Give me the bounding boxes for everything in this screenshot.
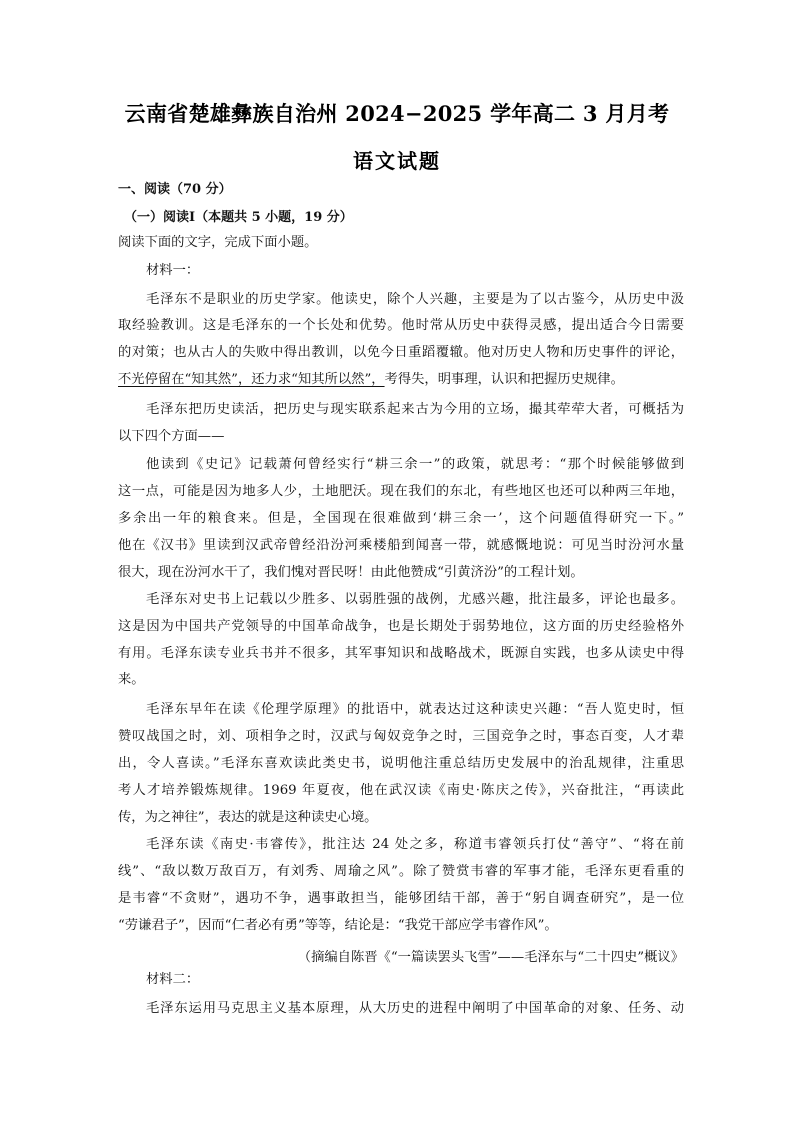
material1-label: 材料一： (146, 263, 200, 278)
paragraph-line: 多余出一年的粮食来。但是，全国现在很难做到‘耕三余一’，这个问题值得研究一下。” (118, 511, 684, 526)
paragraph-line: 很大，现在汾河水干了，我们愧对晋民呀！由此他赞成“引黄济汾”的工程计划。 (118, 565, 584, 580)
paragraph-line: 以下四个方面—— (118, 429, 225, 444)
paragraph-line-tail: 考得失，明事理，认识和把握历史规律。 (384, 372, 624, 387)
paragraph-line: 这一点，可能是因为地多人少，土地肥沃。现在我们的东北，有些地区也还可以种两三年地， (118, 484, 684, 499)
paragraph-line: 有用。毛泽东读专业兵书并不很多，其军事知识和战略战术，既源自实践，也多从读史中得 (118, 646, 684, 661)
exam-title: 云南省楚雄彝族自治州 2024−2025 学年高二 3 月月考 (124, 101, 670, 126)
paragraph-line: 考人才培养锻炼规律。1969 年夏夜，他在武汉读《南史·陈庆之传》，兴奋批注，“再读此 (118, 783, 684, 798)
paragraph-line: 出，令人喜读。”毛泽东喜欢读此类史书，说明他注重总结历史发展中的治乱规律，注重思 (118, 756, 684, 771)
paragraph-line: 取经验教训。这是毛泽东的一个长处和优势。他时常从历史中获得灵感，提出适合今日需要 (118, 318, 684, 333)
underlined-phrase: 不光停留在“知其然”，还力求“知其所以然”， (118, 372, 385, 387)
paragraph-line: “劳谦君子”，因而“仁者必有勇”等等，结论是：“我党干部应学韦睿作风”。 (118, 918, 558, 933)
source-citation: （摘编自陈晋《“一篇读罢头飞雪”——毛泽东与“二十四史”概议》 (297, 950, 684, 965)
paragraph-line: 他在《汉书》里读到汉武帝曾经沿汾河乘楼船到闻喜一带，就感慨地说：可见当时汾河水量 (118, 538, 684, 553)
paragraph-line: 线”、“敌以数万敌百万，有刘秀、周瑜之风”。除了赞赏韦睿的军事才能，毛泽东更看重的 (118, 864, 684, 879)
paragraph-line: 他读到《史记》记载萧何曾经实行“耕三余一”的政策，就思考：“那个时候能够做到 (146, 457, 684, 472)
paragraph-line: 是韦睿“不贪财”，遇功不争，遇事敢担当，能够团结干部，善于“躬自调查研究”，是一位 (118, 891, 684, 906)
section-subheading: （一）阅读Ⅰ（本题共 5 小题，19 分） (124, 210, 353, 225)
paragraph-line: 毛泽东早年在读《伦理学原理》的批语中，就表达过这种读史兴趣：“吾人览史时，恒 (146, 702, 684, 717)
paragraph-line: 毛泽东读《南史·韦睿传》，批注达 24 处之多，称道韦睿领兵打仗“善守”、“将在前 (146, 837, 684, 852)
paragraph-line (118, 373, 684, 386)
material2-label: 材料二： (146, 972, 200, 987)
section-heading: 一、阅读（70 分） (118, 182, 232, 197)
paragraph-line: 这是因为中国共产党领导的中国革命战争，也是长期处于弱势地位，这方面的历史经验格外 (118, 619, 684, 634)
paragraph-line: 毛泽东把历史读活，把历史与现实联系起来古为今用的立场，撮其荦荦大者，可概括为 (146, 402, 684, 417)
paragraph-line: 赞叹战国之时，刘、项相争之时，汉武与匈奴竞争之时，三国竞争之时，事态百变，人才辈 (118, 729, 684, 744)
exam-subtitle: 语文试题 (353, 149, 441, 173)
paragraph-line: 毛泽东运用马克思主义基本原理，从大历史的进程中阐明了中国革命的对象、任务、动 (146, 1001, 684, 1016)
paragraph-line: 毛泽东不是职业的历史学家。他读史，除个人兴趣，主要是为了以古鉴今，从历史中汲 (146, 292, 684, 307)
paragraph-line: 毛泽东对史书上记载以少胜多、以弱胜强的战例，尤感兴趣，批注最多，评论也最多。 (146, 592, 684, 607)
instruction-text: 阅读下面的文字，完成下面小题。 (118, 235, 318, 250)
paragraph-line: 的对策；也从古人的失败中得出教训，以免今日重蹈覆辙。他对历史人物和历史事件的评论， (118, 345, 684, 360)
paragraph-line: 来。 (118, 672, 145, 687)
paragraph-line: 传，为之神往”，表达的就是这种读史心境。 (118, 810, 378, 825)
